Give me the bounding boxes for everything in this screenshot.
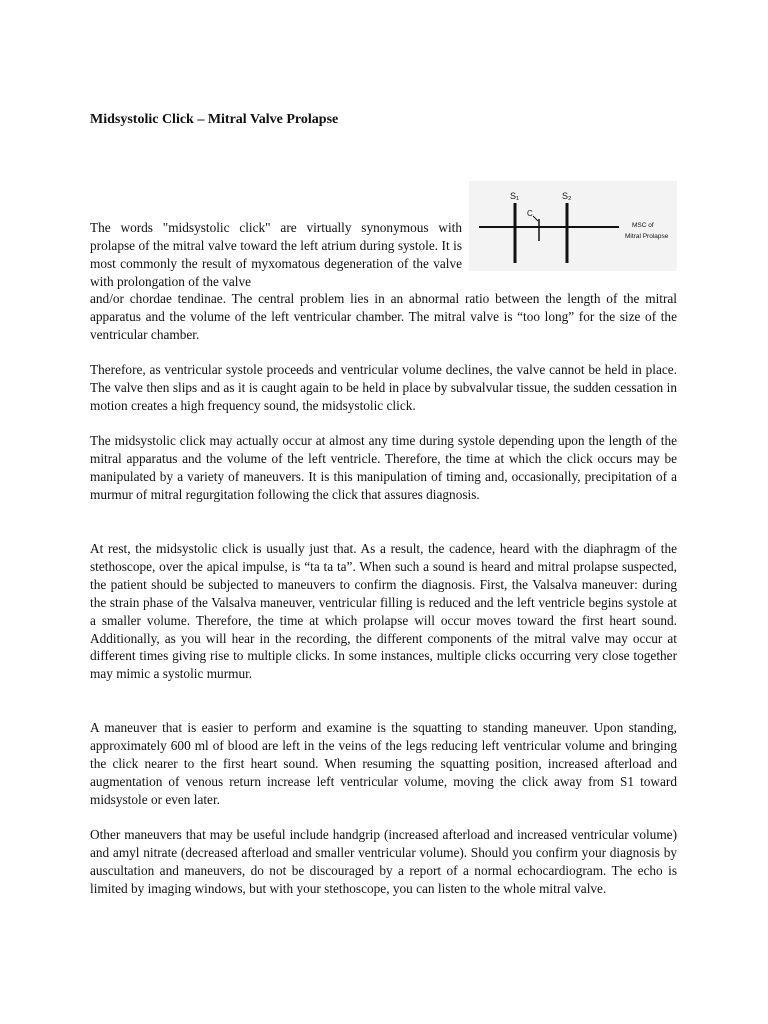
phonocardiogram-figure [469,181,677,271]
s1-label: S₁ [510,191,520,201]
click-pointer [533,216,538,221]
phonocardiogram-diagram [469,181,677,271]
paragraph-4: At rest, the midsystolic click is usually just that. As a result, the cadence, heard with the diaphragm of the stethoscope, over the apical impulse, is “ta ta ta”. When such a sound is heard and mitral prolapse suspected, the patient should be subjected to maneuvers to confirm the diagnosis. First, the Valsalva maneuver: during the strain phase of the Valsalva maneuver, ventricular filling is reduced and the left ventricle begins systole at a smaller volume. Therefore, the time at which prolapse will occur moves toward the first heart sound. Additionally, as you will hear in the recording, the different components of the mitral valve may occur at different times giving rise to multiple clicks. In some instances, multiple clicks occurring very close together may mimic a systolic murmur. [90,541,677,682]
paragraph-3: The midsystolic click may actually occur at almost any time during systole depending upon the length of the mitral apparatus and the volume of the left ventricle. Therefore, the time at which the click occurs may be manipulated by a variety of maneuvers. It is this manipulation of timing and, occasionally, precipitation of a murmur of mitral regurgitation following the click that assures diagnosis. [90,433,677,502]
paragraph-5: A maneuver that is easier to perform and examine is the squatting to standing maneuver. Upon standing, approximately 600 ml of blood are left in the veins of the legs reducing left ventricular volume and bringing the click nearer to the first heart sound. When resuming the squatting position, increased afterload and augmentation of venous return increase left ventricular volume, moving the click away from S1 toward midsystole or even later. [90,720,677,807]
document-title: Midsystolic Click – Mitral Valve Prolapse [90,112,339,127]
figure-caption-line2: Mitral Prolapse [625,233,669,240]
figure-caption-line1: MSC of [632,222,654,229]
s2-label: S₂ [562,191,572,201]
paragraph-2: Therefore, as ventricular systole proceeds and ventricular volume declines, the valve cannot be held in place. The valve then slips and as it is caught again to be held in place by subvalvular tissue, the sudden cessation in motion creates a high frequency sound, the midsystolic click. [90,362,677,413]
paragraph-6: Other maneuvers that may be useful include handgrip (increased afterload and increased ventricular volume) and amyl nitrate (decreased afterload and smaller ventricular volume). Should you confirm your diagnosis by auscultation and maneuvers, do not be discouraged by a report of a normal echocardiogram. The echo is limited by imaging windows, but with your stethoscope, you can listen to the whole mitral valve. [90,827,677,896]
click-label: C [527,209,533,218]
paragraph-1-lead: The words "midsystolic click" are virtually synonymous with prolapse of the mitral valve toward the left atrium during systole. It is most commonly the result of myxomatous degeneration of the valve with prolongation of the valve [90,220,462,289]
paragraph-1-rest: and/or chordae tendinae. The central problem lies in an abnormal ratio between the length of the mitral apparatus and the volume of the left ventricular chamber. The mitral valve is “too long” for the size of the ventricular chamber. [90,291,677,342]
